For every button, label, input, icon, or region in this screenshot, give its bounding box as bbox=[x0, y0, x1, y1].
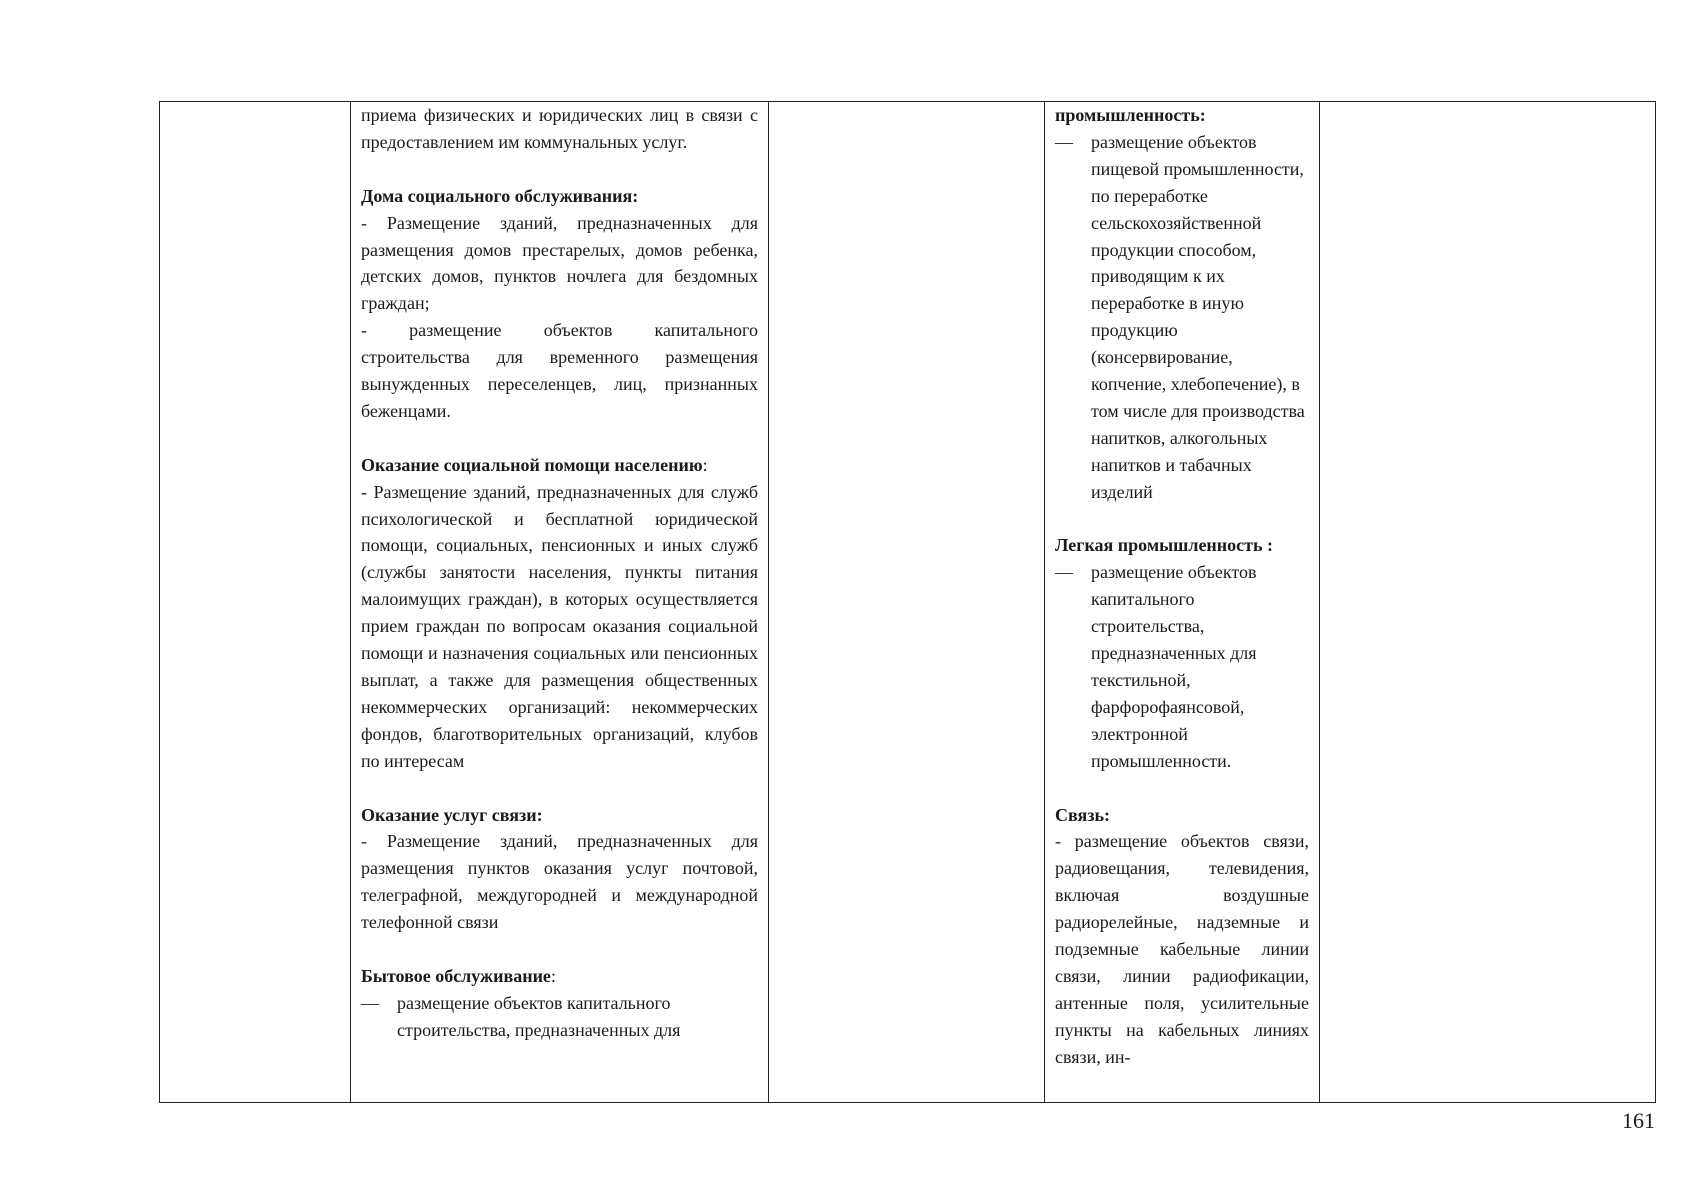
table-cell-col4 bbox=[1045, 102, 1320, 1103]
dash-marker: — bbox=[1055, 131, 1073, 152]
table-cell-col2 bbox=[351, 102, 769, 1103]
dash-list-item bbox=[361, 990, 758, 1044]
section-paragraph: - размещение объектов капитального строительства для временного размещения вынужденных переселенцев, лиц, признанных беженцами. bbox=[361, 320, 758, 421]
section-heading: Легкая промышленность : bbox=[1055, 535, 1274, 556]
section-heading-line bbox=[361, 452, 758, 479]
table-row bbox=[160, 102, 1656, 1103]
section-heading: Оказание услуг связи: bbox=[361, 804, 543, 825]
table-cell-col5 bbox=[1320, 102, 1656, 1103]
heading-suffix: : bbox=[702, 454, 708, 475]
permitted-use-table bbox=[159, 101, 1656, 1103]
dash-list-item bbox=[1055, 129, 1309, 506]
table-cell-col3 bbox=[769, 102, 1045, 1103]
section-heading: Бытовое обслуживание bbox=[361, 965, 551, 986]
list-item-text: размещение объектов капитального строительства, предназначенных для bbox=[397, 992, 681, 1040]
section-paragraph: - размещение объектов связи, радиовещания, телевидения, включая воздушные радиорелейные, надземные и подземные кабельные линии связи, линии радиофикации, антенные поля, усилительные пункты на кабельных линиях связи, ин- bbox=[1055, 831, 1309, 1067]
section-paragraph: - Размещение зданий, предназначенных для размещения домов престарелых, домов ребенка, детских домов, пунктов ночлега для бездомных граждан; bbox=[361, 212, 758, 314]
section-heading: Связь: bbox=[1055, 804, 1110, 825]
table-cell-col1 bbox=[160, 102, 351, 1103]
page-number: 161 bbox=[1622, 1108, 1655, 1133]
list-item-text: размещение объектов пищевой промышленности, по переработке сельскохозяйственной продукции способом, приводящим к их переработке в иную продукцию (консервирование, копчение, хлебопечение), в том числе для производства напитков, алкогольных напитков и табачных изделий bbox=[1091, 131, 1305, 502]
intro-paragraph: приема физических и юридических лиц в связи с предоставлением им коммунальных услуг. bbox=[361, 105, 758, 152]
section-paragraph: - Размещение зданий, предназначенных для размещения пунктов оказания услуг почтовой, телеграфной, междугородней и международной телефонной связи bbox=[361, 831, 758, 933]
dash-list-item bbox=[1055, 559, 1309, 774]
section-heading: Оказание социальной помощи населению bbox=[361, 454, 703, 475]
dash-marker: — bbox=[1055, 562, 1073, 583]
section-heading: промышленность: bbox=[1055, 105, 1206, 125]
heading-suffix: : bbox=[550, 965, 556, 986]
dash-marker: — bbox=[361, 992, 379, 1013]
section-paragraph: - Размещение зданий, предназначенных для служб психологической и бесплатной юридической помощи, социальных, пенсионных и иных служб (службы занятости населения, пункты питания малоимущих граждан), в которых осуществляется прием граждан по вопросам оказания социальной помощи и назначения социальных или пенсионных выплат, а также для размещения общественных некоммерческих организаций: некоммерческих фондов, благотворительных организаций, клубов по интересам bbox=[361, 481, 758, 771]
list-item-text: размещение объектов капитального строительства, предназначенных для текстильной, фарфорофаянсовой, электронной промышленности. bbox=[1091, 562, 1257, 771]
section-heading-line bbox=[361, 963, 758, 990]
section-heading: Дома социального обслуживания: bbox=[361, 185, 639, 206]
